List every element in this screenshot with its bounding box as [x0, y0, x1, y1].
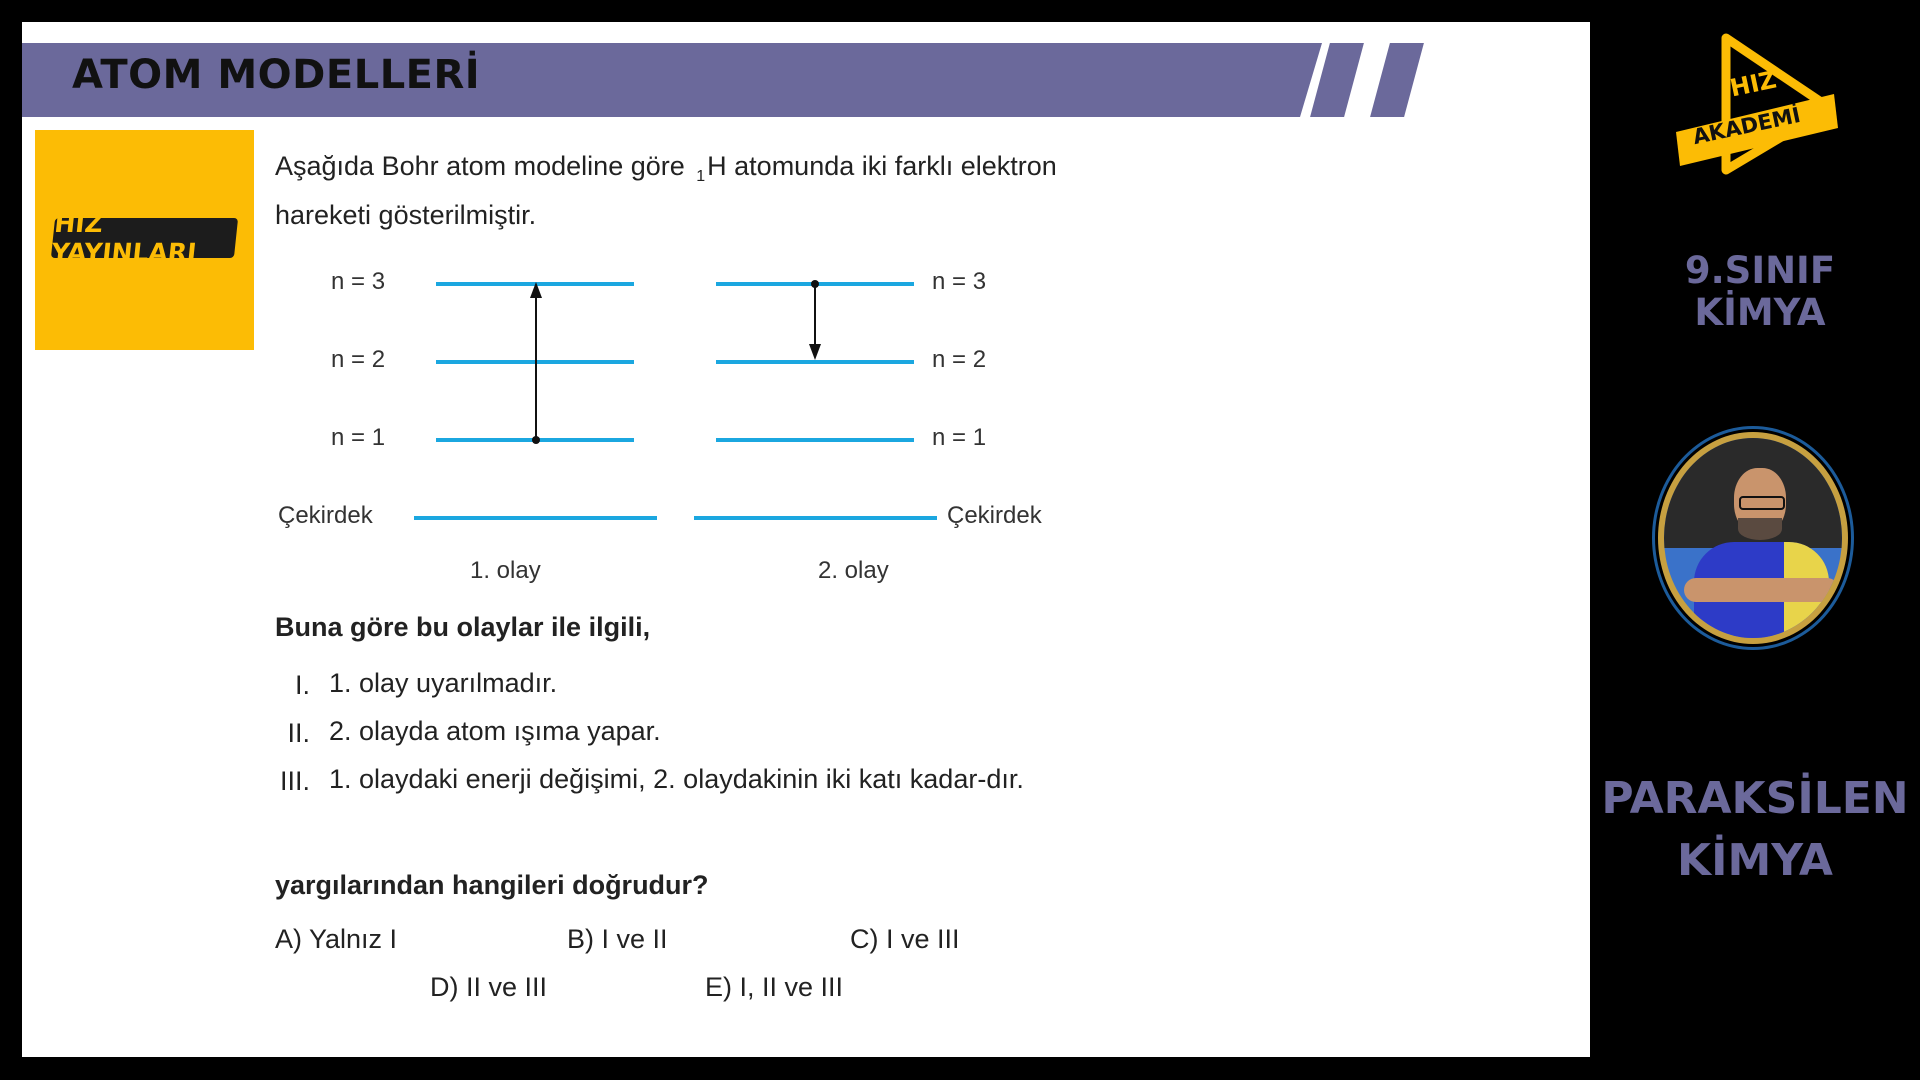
- level-label-n2: n = 2: [331, 346, 386, 373]
- statement-text: 1. olaydaki enerji değişimi, 2. olaydakinin iki katı kadar-dır.: [329, 764, 1024, 794]
- event2-label: 2. olay: [818, 557, 889, 584]
- page-title: ATOM MODELLERİ: [72, 52, 481, 98]
- statement-number: III.: [279, 766, 310, 796]
- option-e[interactable]: E) I, II ve III: [705, 972, 844, 1002]
- level-label-n1: n = 1: [932, 424, 987, 451]
- channel-name: [1595, 768, 1915, 892]
- banner-stripe: [1370, 43, 1424, 117]
- statement-number: II.: [287, 718, 310, 748]
- avatar: [1658, 432, 1848, 644]
- question-intro-part1: Aşağıda Bohr atom modeline göre: [275, 151, 693, 181]
- grade-line1: 9.SINIF: [1684, 249, 1836, 292]
- option-c[interactable]: C) I ve III: [850, 924, 960, 954]
- question-ending: yargılarından hangileri doğrudur?: [275, 870, 709, 900]
- brand-logo-bottom: AKADEMİ: [1690, 102, 1803, 150]
- excitation-arrow: [530, 282, 542, 444]
- statements-prompt: Buna göre bu olaylar ile ilgili,: [275, 612, 651, 642]
- slide: [22, 22, 1590, 1057]
- statement-text: 2. olayda atom ışıma yapar.: [329, 716, 661, 746]
- level-label-n3: n = 3: [331, 268, 386, 295]
- channel-line1: PARAKSİLEN: [1601, 773, 1909, 824]
- brand-logo: [1670, 32, 1845, 177]
- play-triangle-icon: [1670, 32, 1845, 177]
- emission-arrow: [809, 280, 821, 360]
- energy-level-diagram: [275, 242, 1085, 602]
- atomic-number-subscript: 1: [696, 168, 706, 185]
- level-label-n1: n = 1: [331, 424, 386, 451]
- option-b[interactable]: B) I ve II: [567, 924, 668, 954]
- level-label-n2: n = 2: [932, 346, 987, 373]
- nucleus-label: Çekirdek: [947, 502, 1042, 529]
- option-d[interactable]: D) II ve III: [430, 972, 548, 1002]
- level-label-n3: n = 3: [932, 268, 987, 295]
- grade-subject: [1660, 250, 1860, 334]
- statement-number: I.: [294, 670, 310, 700]
- publisher-logo-box: [35, 130, 254, 350]
- statement-text: 1. olay uyarılmadır.: [329, 668, 558, 698]
- question-intro-part2: H atomunda iki farklı elektron hareketi gösterilmiştir.: [275, 151, 1057, 230]
- brand-logo-top: HIZ: [1727, 65, 1779, 103]
- question-intro: [275, 147, 1075, 235]
- option-a[interactable]: A) Yalnız I: [275, 924, 398, 954]
- event1-label: 1. olay: [470, 557, 541, 584]
- channel-line2: KİMYA: [1677, 835, 1833, 886]
- nucleus-label: Çekirdek: [278, 502, 373, 529]
- transition-arrows: [275, 242, 1085, 602]
- publisher-logo: HIZ YAYINLARI: [51, 218, 238, 258]
- grade-line2: KİMYA: [1694, 291, 1826, 334]
